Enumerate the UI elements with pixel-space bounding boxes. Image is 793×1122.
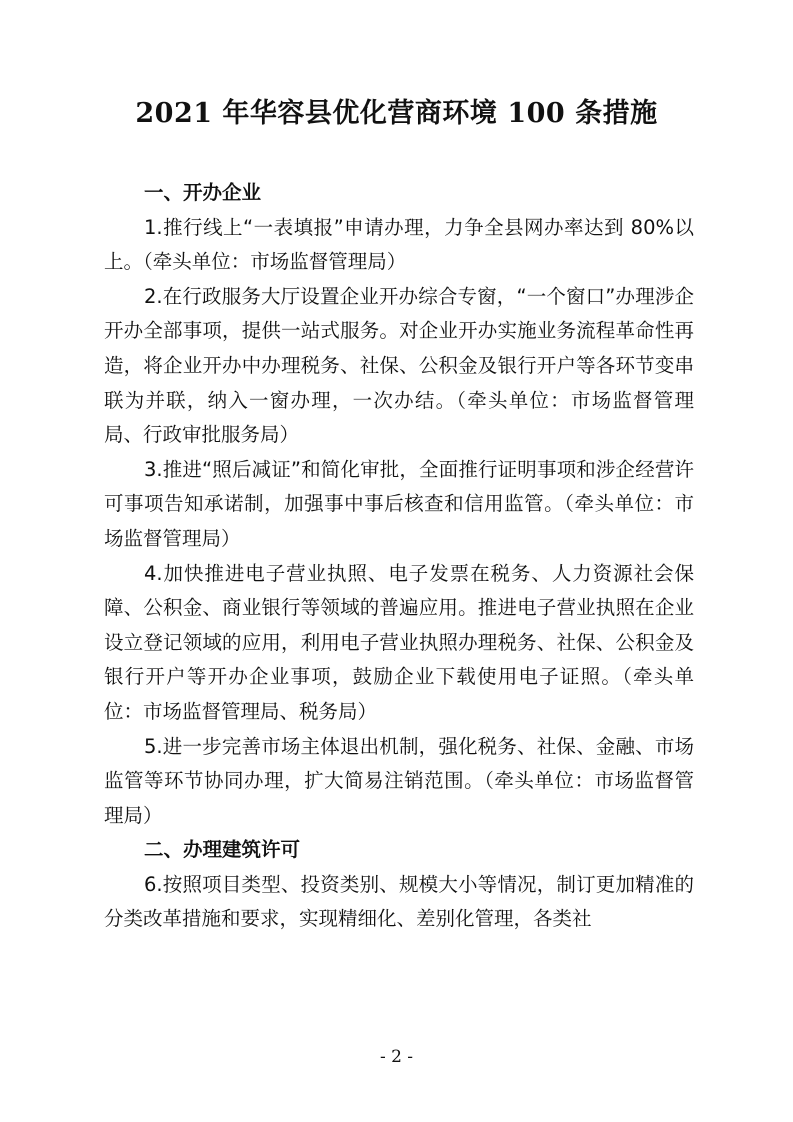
section-heading: 二、办理建筑许可	[144, 838, 301, 862]
document-title: 2021 年华容县优化营商环境 100 条措施	[135, 98, 658, 129]
paragraph: 1.推行线上“一表填报”申请办理，力争全县网办率达到 80%以上。（牵头单位：市场监督管理局）	[104, 215, 694, 274]
paragraph: 4.加快推进电子营业执照、电子发票在税务、人力资源社会保障、公积金、商业银行等领域的普遍应用。推进电子营业执照在企业设立登记领域的应用，利用电子营业执照办理税务、社保、公积金及银行开户等开办企业事项，鼓励企业下载使用电子证照。（牵头单位：市场监督管理局、税务局）	[104, 561, 694, 723]
paragraph: 6.按照项目类型、投资类别、规模大小等情况，制订更加精准的分类改革措施和要求，实现精细化、差别化管理，各类社	[104, 872, 694, 931]
document-body	[104, 176, 694, 937]
paragraph: 2.在行政服务大厅设置企业开办综合专窗，“一个窗口”办理涉企开办全部事项，提供一站式服务。对企业开办实施业务流程革命性再造，将企业开办中办理税务、社保、公积金及银行开户等各环节变串联为并联，纳入一窗办理，一次办结。（牵头单位：市场监督管理局、行政审批服务局）	[104, 284, 694, 447]
section-heading: 一、开办企业	[144, 181, 262, 204]
paragraph: 3.推进“照后减证”和简化审批，全面推行证明事项和涉企经营许可事项告知承诺制，加强事中事后核查和信用监管。（牵头单位：市场监督管理局）	[104, 457, 694, 550]
page-number: - 2 -	[379, 1047, 414, 1067]
paragraph: 5.进一步完善市场主体退出机制，强化税务、社保、金融、市场监管等环节协同办理，扩大简易注销范围。（牵头单位：市场监督管理局）	[104, 734, 694, 827]
